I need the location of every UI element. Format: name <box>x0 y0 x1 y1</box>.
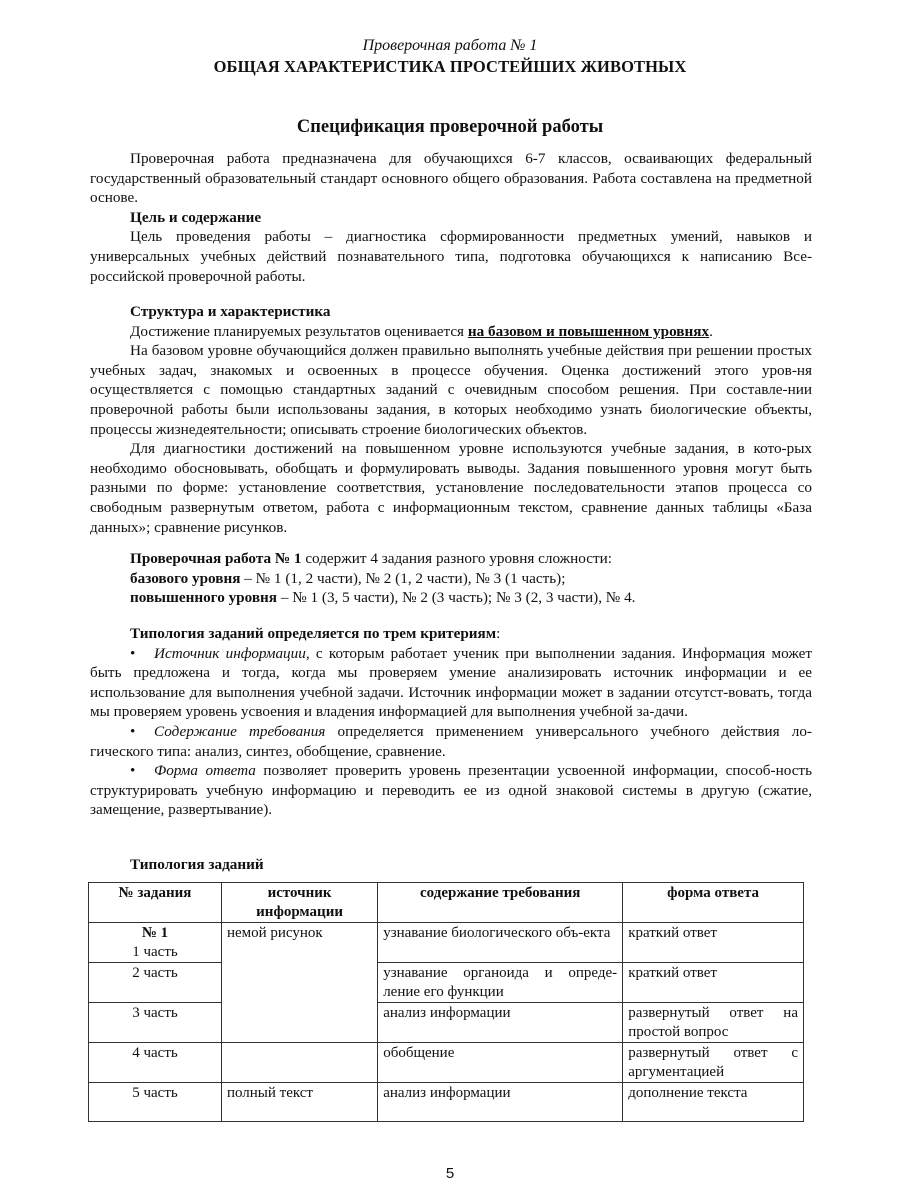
column-header-task: № задания <box>89 883 222 923</box>
criteria-term: Форма ответа <box>154 762 256 780</box>
column-header-answer-form: форма ответа <box>623 883 804 923</box>
advanced-level-bold: повышенного уровня <box>130 589 278 607</box>
advanced-level-line <box>90 588 812 608</box>
goal-paragraph: Цель проведения работы – диагностика сформированности предметных умений, навыков и универсальных учебных действий познавательного типа, подготовка обучающихся к написанию Все-российской проверочной работы. <box>90 228 812 285</box>
requirement-cell: обобщение <box>378 1043 623 1083</box>
typology-criteria-colon: : <box>496 625 501 642</box>
achievement-line <box>90 322 812 342</box>
table-header-row <box>89 883 804 923</box>
typology-table-section <box>90 855 812 875</box>
criteria-text: определяется применением универсального учебного действия ло-гического типа: анализ, синтез, обобщение, сравнение. <box>90 722 812 760</box>
composition-section <box>90 549 812 608</box>
criteria-bullet-requirement <box>90 722 812 761</box>
composition-work-bold: Проверочная работа № 1 <box>130 550 302 567</box>
table-row <box>89 1043 804 1083</box>
basic-level-line <box>90 569 812 589</box>
bullet-icon: • <box>130 722 136 740</box>
criteria-bullet-source <box>90 644 812 722</box>
typology-table-title: Типология заданий <box>130 856 264 873</box>
typology-criteria-heading: Типология заданий определяется по трем критериям <box>130 625 497 642</box>
requirement-cell: анализ информации <box>378 1003 623 1043</box>
task-cell <box>89 923 222 963</box>
advanced-level-paragraph: Для диагностики достижений на повышенном уровне используются учебные задания, в кото-рых необходимо обосновывать, обобщать и формулировать выводы. Задания повышенного уровня могут быть разными по форме: установление соответствия, установление последовательности этапов процесса со свободным развернутым ответом, работа с информационным текстом, сравнение данных таблицы «База данных»; сравнение рисунков. <box>90 440 812 536</box>
advanced-level-rest: – № 1 (3, 5 части), № 2 (3 часть); № 3 (2, 3 части), № 4. <box>277 589 636 607</box>
criteria-text: , с которым работает ученик при выполнении задания. Информация может быть предложена и тогда, когда мы проверяем умение анализировать источник информации и ее использование для выполнения учебной задачи. Источник информации может в задании отсутст-вовать, тогда мы проверяем уровень усвоения и владения информацией для выполнения учебной за-дачи. <box>90 644 812 721</box>
answer-form-cell: краткий ответ <box>623 923 804 963</box>
basic-level-paragraph: На базовом уровне обучающийся должен правильно выполнять учебные действия при решении простых учебных задач, знакомых и освоенных в процессе обучения. Оценка достижений этого уров-ня осуществляется с помощью стандартных заданий с очевидным способом решения. При составле-нии проверочной работы были использованы задания, в которых необходимо узнать биологические объекты, процессы жизнедеятельности; описывать строение биологических объектов. <box>90 342 812 438</box>
column-header-source: источник информации <box>221 883 377 923</box>
achievement-levels: на базовом и повышенном уровнях <box>467 322 710 340</box>
task-part: 1 часть <box>132 944 178 960</box>
criteria-term: Источник информации <box>154 644 306 662</box>
work-subtitle: Проверочная работа № 1 <box>362 37 538 54</box>
typology-criteria-heading-line <box>90 624 812 644</box>
requirement-cell: анализ информации <box>378 1083 623 1122</box>
task-part: 2 часть <box>89 963 222 1003</box>
table-row <box>89 1083 804 1122</box>
table-row <box>89 923 804 963</box>
typology-table <box>88 882 804 1122</box>
source-cell <box>221 1043 377 1083</box>
composition-work-rest: содержит 4 задания разного уровня сложности: <box>301 550 612 567</box>
basic-level-rest: – № 1 (1, 2 части), № 2 (1, 2 части), № 3 (1 часть); <box>240 569 566 587</box>
source-cell: немой рисунок <box>221 923 377 1043</box>
column-header-requirement: содержание требования <box>378 883 623 923</box>
structure-section <box>90 302 812 537</box>
criteria-term: Содержание требования <box>154 722 326 740</box>
source-cell: полный текст <box>221 1083 377 1122</box>
criteria-text: позволяет проверить уровень презентации усвоенной информации, способ-ность структурировать учебную информацию и переводить ее из одной знаковой системы в другую (сжатие, замещение, развертывание). <box>90 762 812 819</box>
typology-criteria-section <box>90 624 812 820</box>
answer-form-cell: развернутый ответ с аргументацией <box>623 1043 804 1083</box>
achievement-prefix: Достижение планируемых результатов оценивается <box>130 322 468 340</box>
intro-section <box>90 149 812 286</box>
goal-heading: Цель и содержание <box>130 208 262 226</box>
table-row <box>89 963 804 1003</box>
table-row <box>89 1003 804 1043</box>
bullet-icon: • <box>130 762 136 780</box>
task-number: № 1 <box>141 925 169 941</box>
achievement-suffix: . <box>709 322 713 340</box>
composition-line <box>90 549 812 569</box>
requirement-cell: узнавание органоида и опреде-ление его функции <box>378 963 623 1003</box>
answer-form-cell: развернутый ответ на простой вопрос <box>623 1003 804 1043</box>
answer-form-cell: дополнение текста <box>623 1083 804 1122</box>
answer-form-cell: краткий ответ <box>623 963 804 1003</box>
page-number: 5 <box>445 1165 455 1182</box>
task-part: 5 часть <box>89 1083 222 1122</box>
basic-level-bold: базового уровня <box>130 569 241 587</box>
criteria-bullet-answer-form <box>90 761 812 820</box>
specification-title: Спецификация проверочной работы <box>296 117 604 137</box>
task-part: 4 часть <box>89 1043 222 1083</box>
work-title: ОБЩАЯ ХАРАКТЕРИСТИКА ПРОСТЕЙШИХ ЖИВОТНЫХ <box>213 57 687 76</box>
structure-heading: Структура и характеристика <box>130 303 331 320</box>
requirement-cell: узнавание биологического объ-екта <box>378 923 623 963</box>
bullet-icon: • <box>130 644 136 662</box>
intro-paragraph: Проверочная работа предназначена для обучающихся 6-7 классов, осваивающих федеральный государственный образовательный стандарт основного общего образования. Работа составлена на предметной основе. <box>90 150 812 207</box>
task-part: 3 часть <box>89 1003 222 1043</box>
